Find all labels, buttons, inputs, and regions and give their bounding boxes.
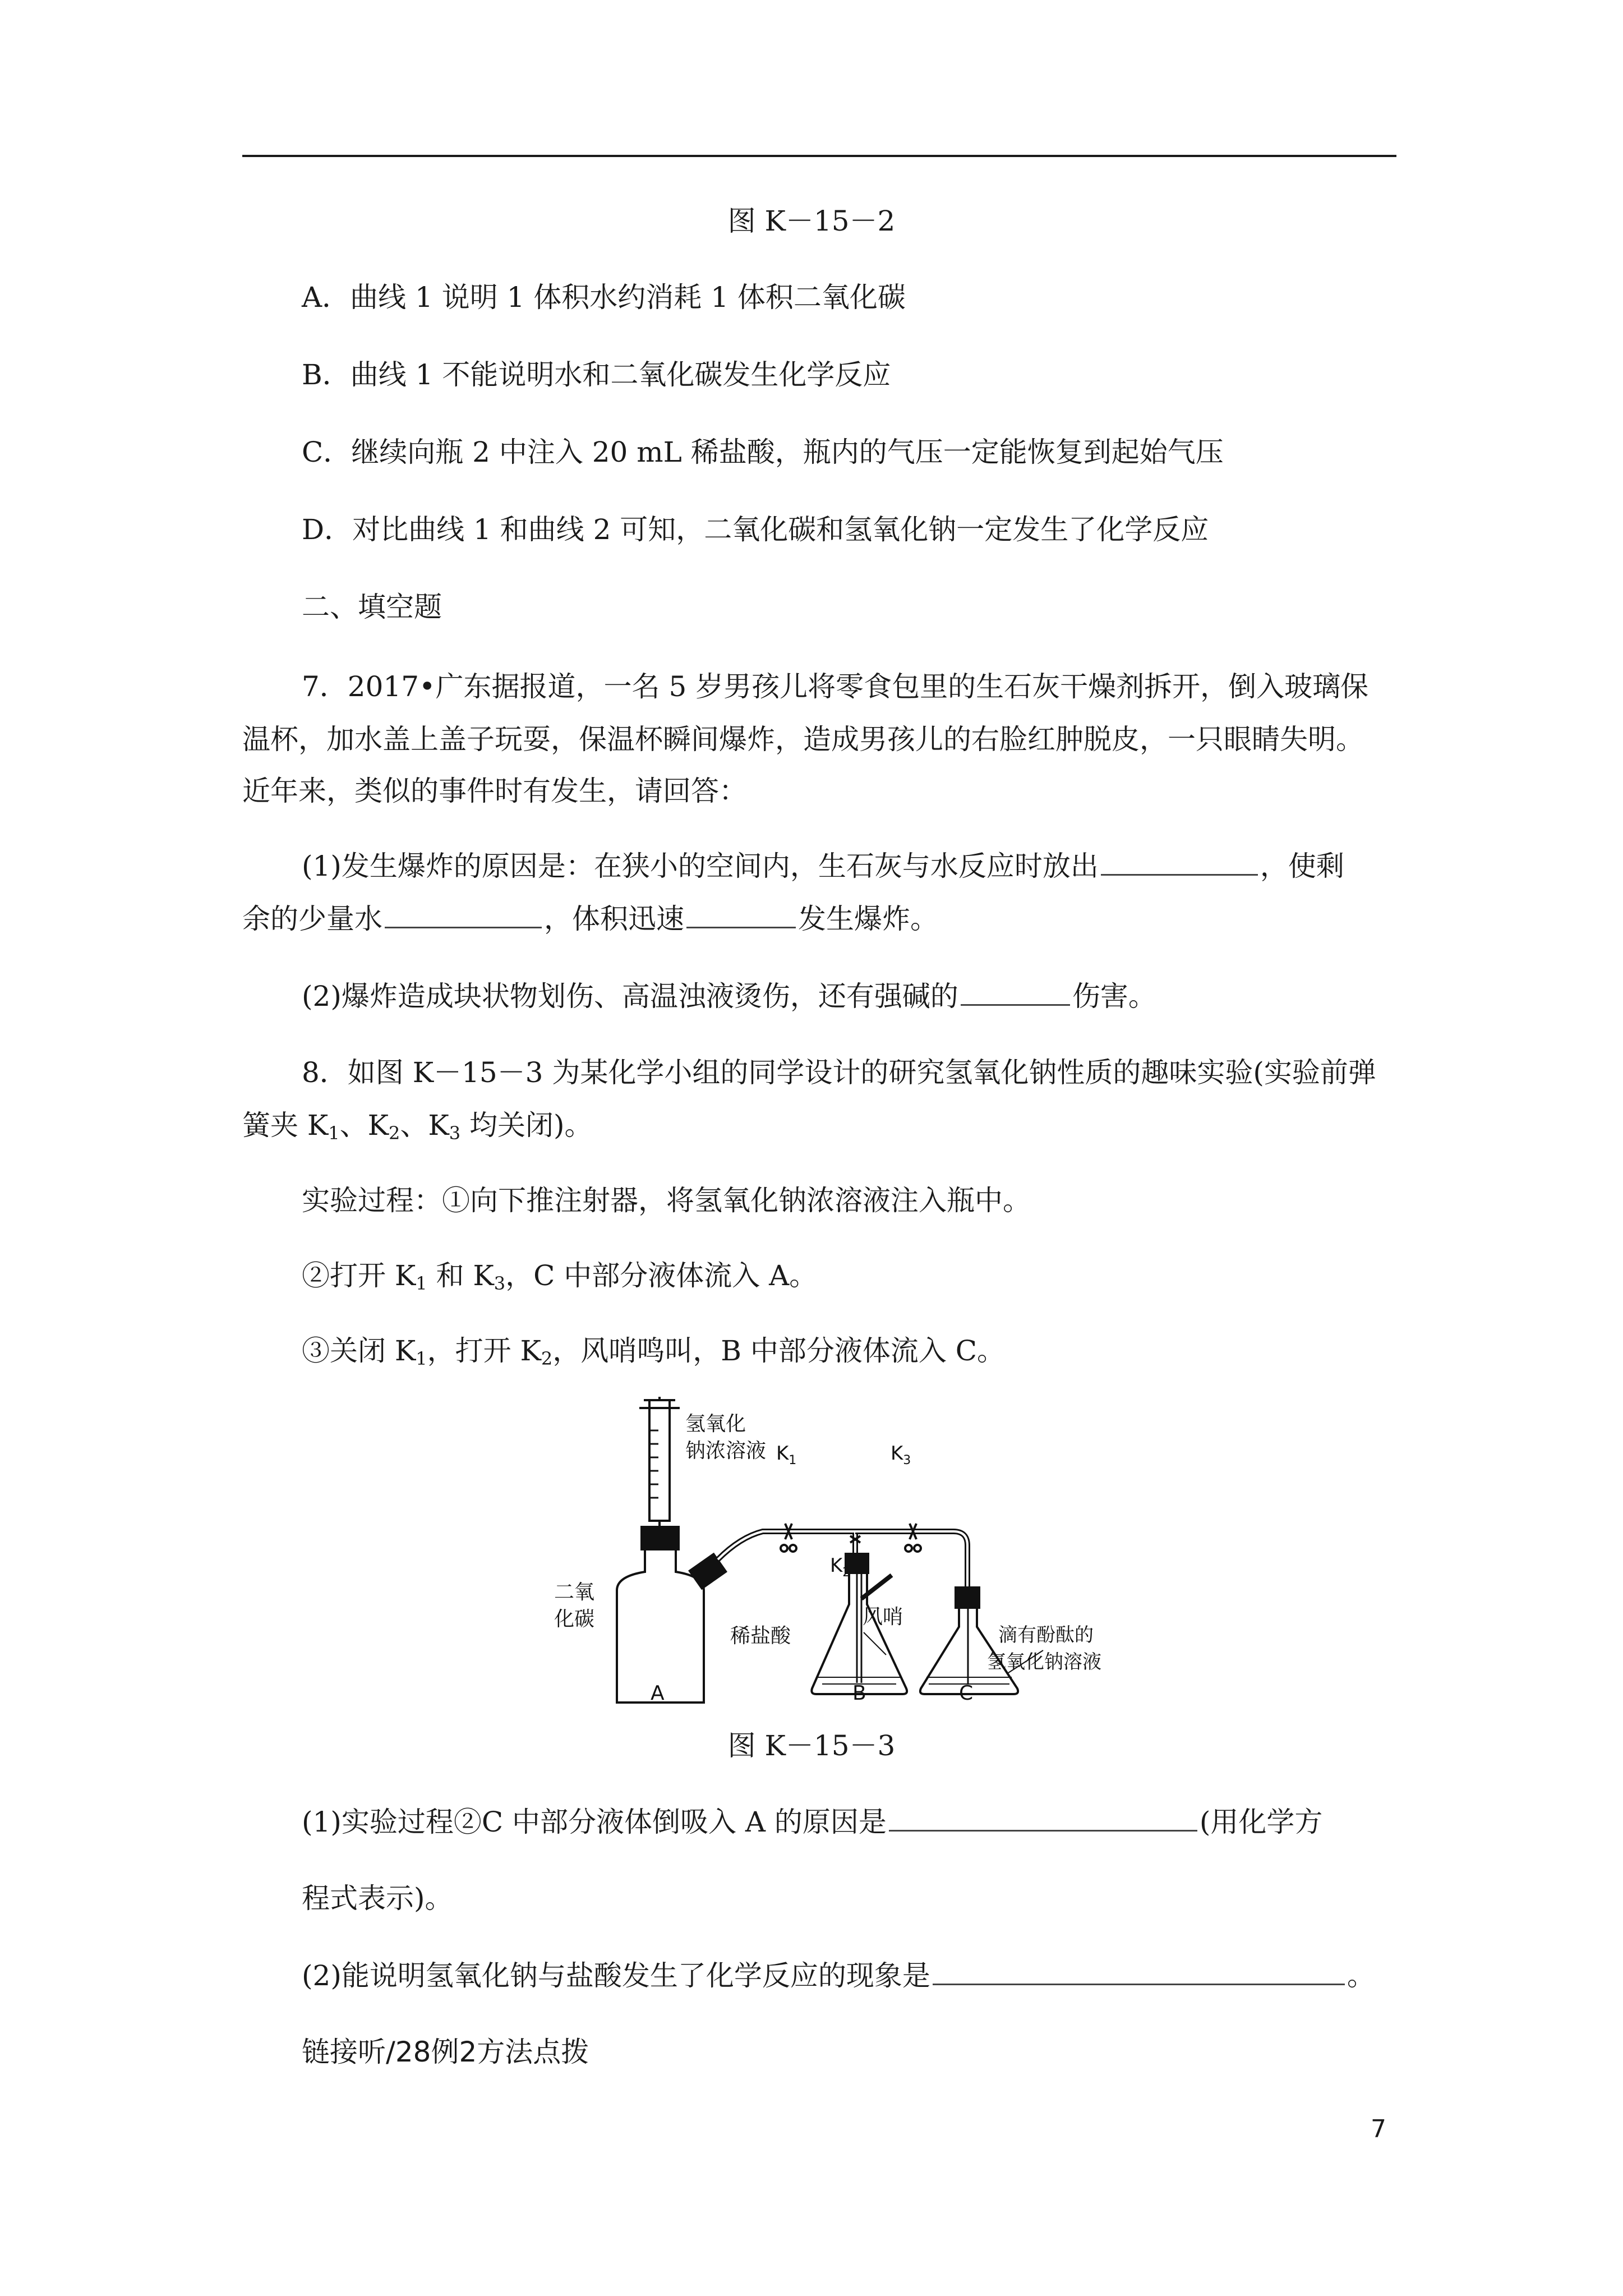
clip-k3 — [905, 1524, 921, 1552]
q8-part1-text-b: (用化学方 — [1199, 1806, 1323, 1838]
q8-text: ，C 中部分液体流入 A。 — [505, 1259, 818, 1292]
q8-text: 均关闭)。 — [460, 1109, 593, 1142]
q8-part2 — [302, 1958, 1375, 1994]
label-phenolphthalein-2: 氢氧化钠溶液 — [987, 1651, 1101, 1673]
label-co2-2: 化碳 — [554, 1608, 595, 1631]
q8-step3 — [302, 1333, 1005, 1369]
subscript: 2 — [541, 1348, 553, 1369]
option-c: C．继续向瓶 2 中注入 20 mL 稀盐酸，瓶内的气压一定能恢复到起始气压 — [302, 436, 1224, 468]
stopper-a — [642, 1527, 679, 1549]
answer-blank[interactable] — [686, 904, 796, 928]
q7-line3: 近年来，类似的事件时有发生，请回答： — [242, 775, 747, 807]
q7-part1-line2 — [242, 901, 938, 937]
label-whistle: 风哨 — [863, 1605, 903, 1628]
q7-line1: 7．2017•广东据报道，一名 5 岁男孩儿将零食包里的生石灰干燥剂拆开，倒入玻璃保 — [302, 670, 1369, 703]
q8-text: 簧夹 K — [242, 1109, 329, 1142]
q8-step1: 实验过程：①向下推注射器，将氢氧化钠浓溶液注入瓶中。 — [302, 1184, 1031, 1217]
q8-step2 — [302, 1258, 817, 1294]
clip-k1 — [781, 1524, 796, 1552]
q7-part1-text-d: ，体积迅速 — [544, 903, 684, 935]
section-heading: 二、填空题 — [302, 591, 442, 623]
option-d: D．对比曲线 1 和曲线 2 可知，二氧化碳和氢氧化钠一定发生了化学反应 — [302, 513, 1209, 546]
subscript: 3 — [449, 1122, 461, 1144]
label-k1: $K_1$ — [776, 1442, 797, 1467]
header-rule — [242, 155, 1396, 157]
option-a: A．曲线 1 说明 1 体积水约消耗 1 体积二氧化碳 — [302, 281, 906, 314]
q8-text: ，打开 K — [427, 1335, 541, 1367]
label-b: B — [852, 1682, 866, 1705]
answer-blank[interactable] — [1101, 852, 1258, 876]
answer-blank[interactable] — [385, 904, 542, 928]
label-a: A — [651, 1682, 665, 1705]
q7-part2-text-a: (2)爆炸造成块状物划伤、高温浊液烫伤，还有强碱的 — [302, 980, 958, 1013]
apparatus-figure — [550, 1397, 1144, 1711]
q7-part1-text-a: (1)发生爆炸的原因是：在狭小的空间内，生石灰与水反应时放出 — [302, 850, 1099, 882]
q7-part2 — [302, 978, 1156, 1014]
label-hcl: 稀盐酸 — [730, 1625, 791, 1648]
subscript: 1 — [328, 1122, 340, 1144]
q8-line1: 8．如图 K－15－3 为某化学小组的同学设计的研究氢氧化钠性质的趣味实验(实验前弹 — [302, 1056, 1376, 1089]
q8-part1-line2: 程式表示)。 — [302, 1882, 453, 1915]
figure-caption-k15-2: 图 K－15－2 — [727, 205, 896, 237]
q7-part1-text-c: 余的少量水 — [242, 903, 382, 935]
q8-text: 和 K — [427, 1259, 494, 1292]
q7-part1-text-e: 发生爆炸。 — [798, 903, 938, 935]
q7-line2: 温杯，加水盖上盖子玩耍，保温杯瞬间爆炸，造成男孩儿的右脸红肿脱皮，一只眼睛失明。 — [242, 723, 1364, 756]
syringe-barrel — [649, 1400, 670, 1521]
q8-part1-text-a: (1)实验过程②C 中部分液体倒吸入 A 的原因是 — [302, 1806, 887, 1838]
subscript: 1 — [416, 1273, 427, 1294]
label-k2: $K_2$ — [830, 1554, 851, 1580]
q8-part1-line1 — [302, 1804, 1322, 1840]
q8-part2-text-b: 。 — [1347, 1959, 1375, 1992]
subscript: 1 — [416, 1348, 427, 1369]
q8-text: 、K — [339, 1109, 389, 1142]
q7-part1-line1 — [302, 848, 1344, 884]
subscript: 2 — [388, 1122, 400, 1144]
stopper-c — [956, 1588, 979, 1608]
label-naoh-2: 钠浓溶液 — [685, 1439, 767, 1462]
q7-part2-text-b: 伤害。 — [1072, 980, 1156, 1013]
label-naoh-1: 氢氧化 — [685, 1412, 746, 1435]
q8-text: ②打开 K — [302, 1259, 416, 1292]
answer-blank[interactable] — [933, 1961, 1345, 1985]
label-co2-1: 二氧 — [554, 1581, 595, 1604]
label-phenolphthalein-1: 滴有酚酞的 — [998, 1624, 1094, 1646]
page-number: 7 — [1371, 2115, 1386, 2143]
flask-b — [811, 1573, 907, 1694]
figure-caption-k15-3: 图 K－15－3 — [727, 1729, 896, 1762]
q7-part1-text-b: ，使剩 — [1260, 850, 1344, 882]
q8-text: 、K — [400, 1109, 449, 1142]
q8-line2 — [242, 1107, 592, 1143]
subscript: 3 — [494, 1273, 506, 1294]
q8-text: ③关闭 K — [302, 1335, 416, 1367]
answer-blank[interactable] — [961, 982, 1070, 1006]
answer-blank[interactable] — [889, 1807, 1197, 1832]
option-b: B．曲线 1 不能说明水和二氧化碳发生化学反应 — [302, 358, 891, 391]
q8-text: ，风哨鸣叫，B 中部分液体流入 C。 — [552, 1335, 1006, 1367]
q8-part2-text-a: (2)能说明氢氧化钠与盐酸发生了化学反应的现象是 — [302, 1959, 930, 1992]
label-k3: $K_3$ — [891, 1442, 911, 1467]
label-c: C — [959, 1682, 974, 1705]
footer-link[interactable]: 链接听/28例2方法点拨 — [302, 2036, 589, 2068]
